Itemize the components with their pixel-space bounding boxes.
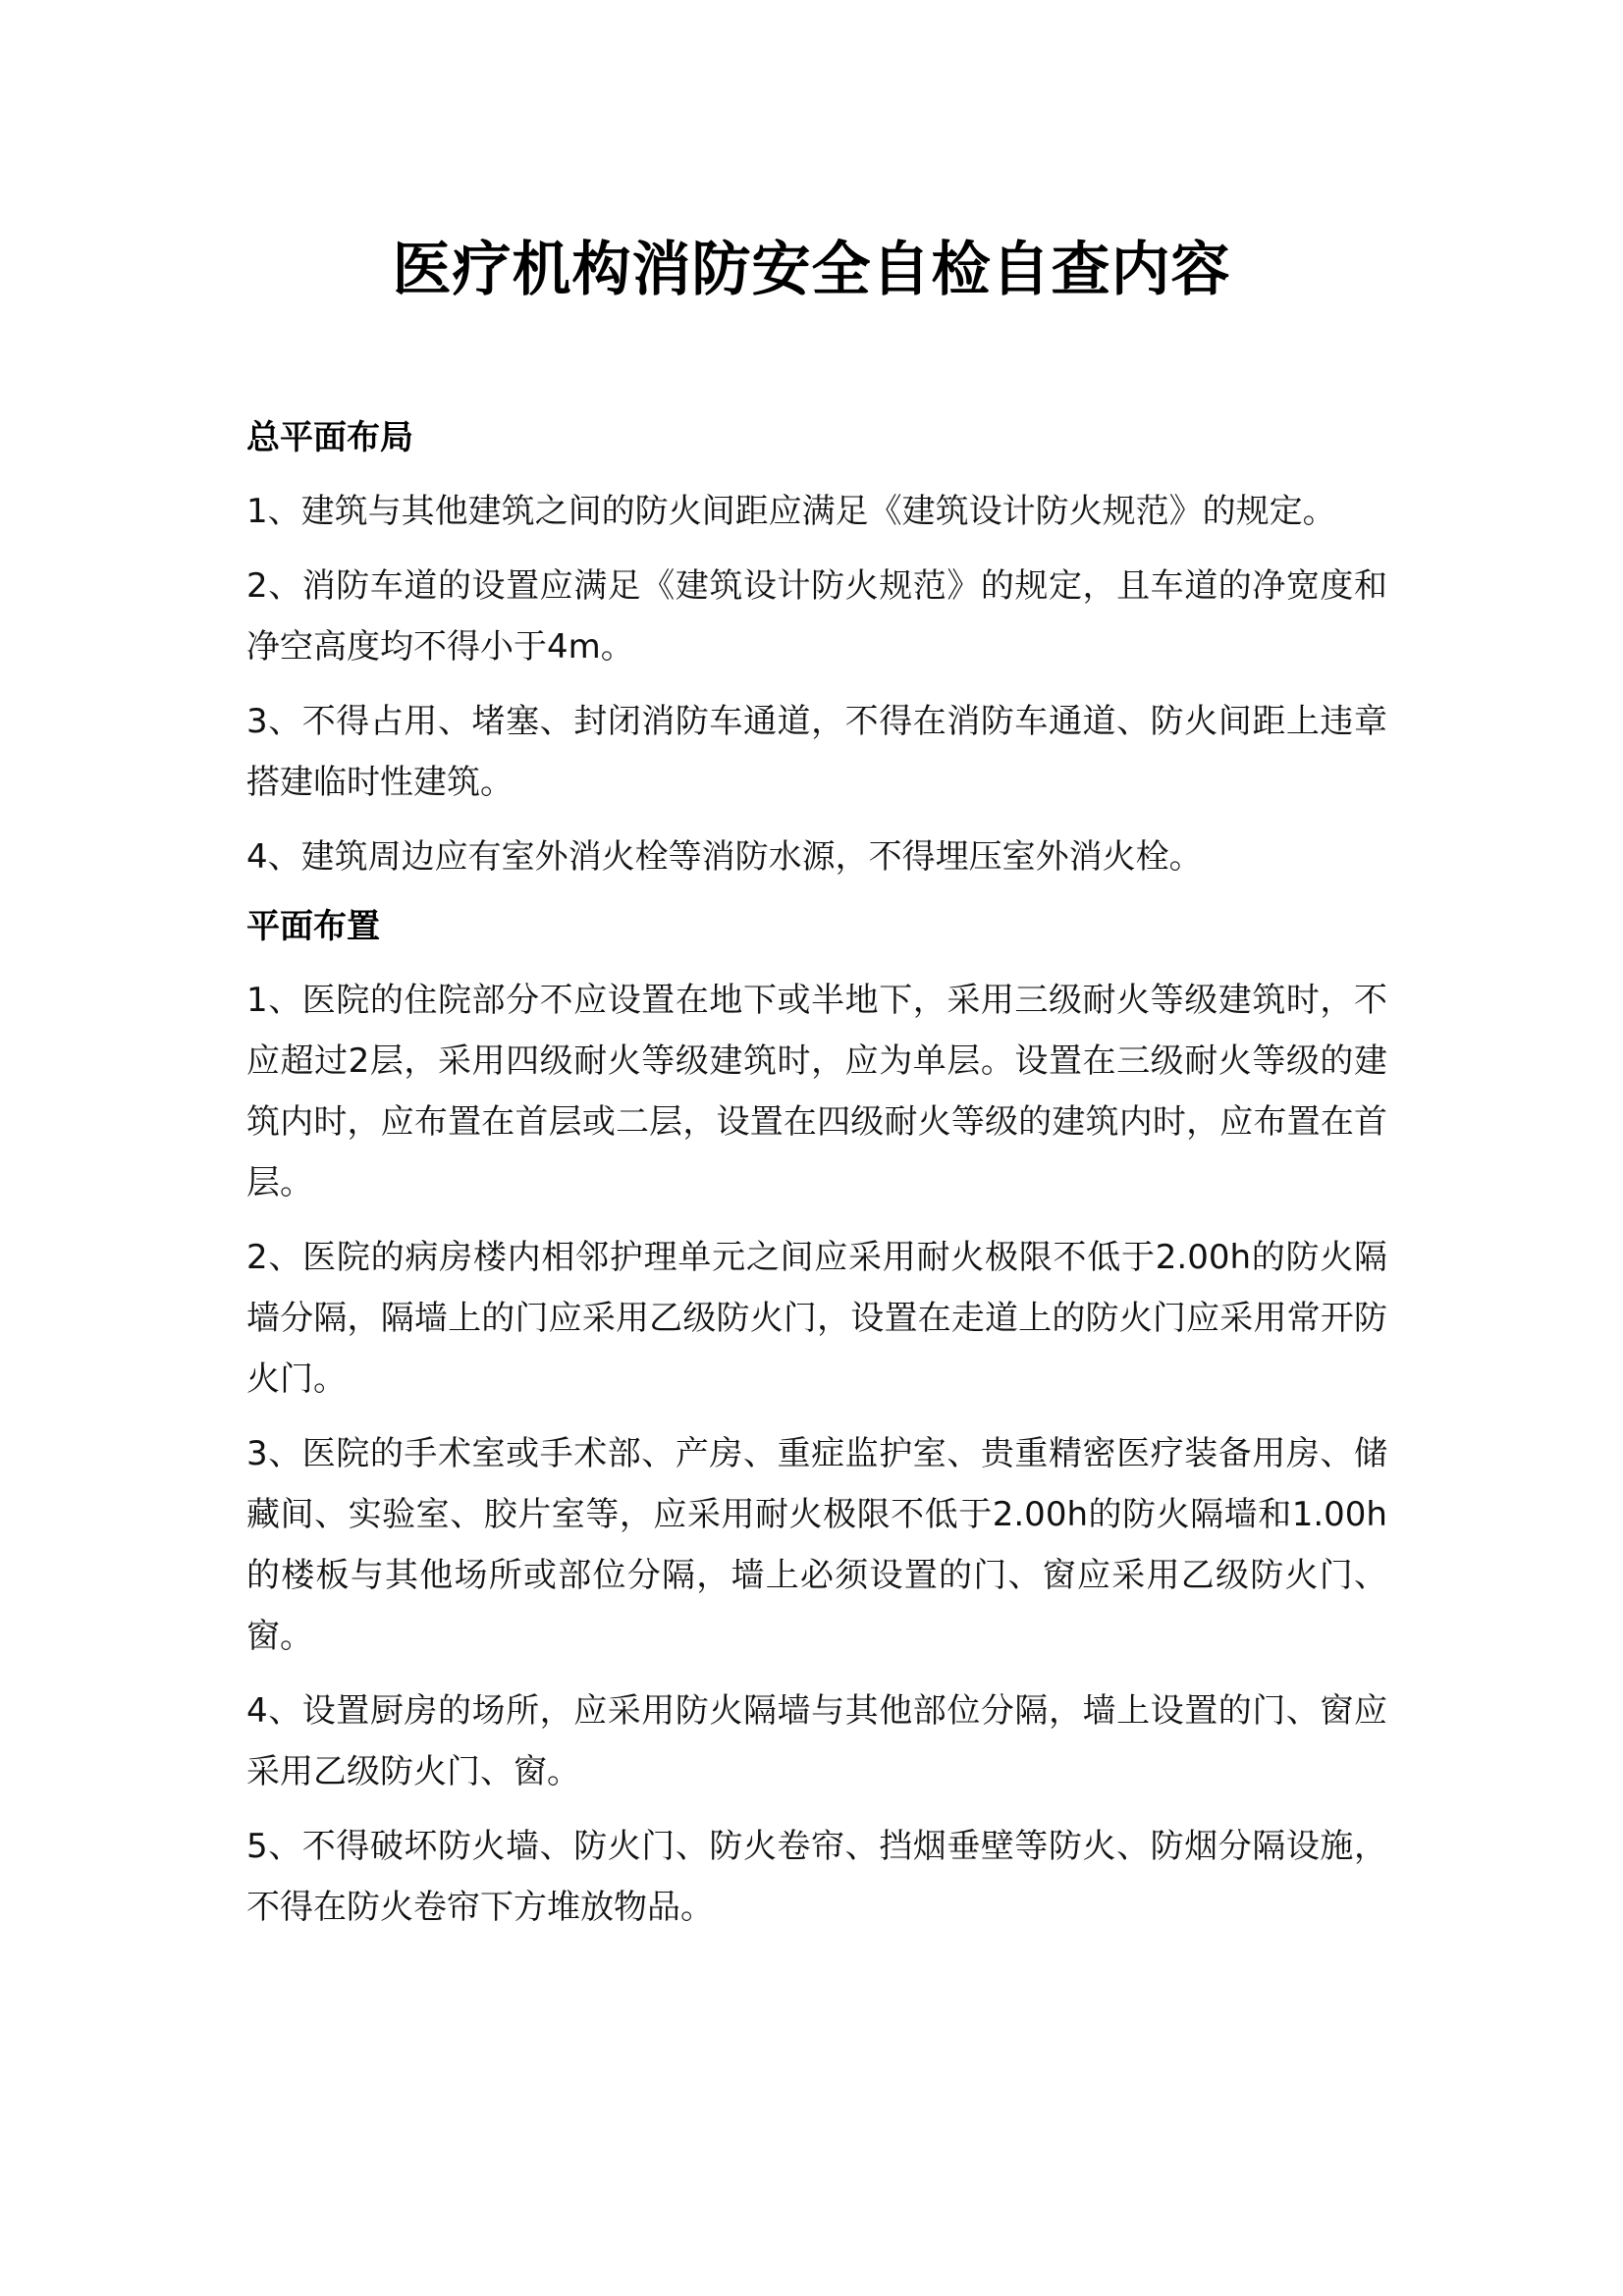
section-general-layout (246, 412, 1387, 887)
section-heading: 平面布置 (246, 907, 380, 946)
section-item: 3、不得占用、堵塞、封闭消防车通道，不得在消防车通道、防火间距上违章搭建临时性建筑。 (246, 702, 1387, 802)
section-item: 2、消防车道的设置应满足《建筑设计防火规范》的规定，且车道的净宽度和净空高度均不得小于4m。 (246, 566, 1387, 667)
section-item: 4、设置厨房的场所，应采用防火隔墙与其他部位分隔，墙上设置的门、窗应采用乙级防火门、窗。 (246, 1691, 1387, 1791)
section-item: 1、医院的住院部分不应设置在地下或半地下，采用三级耐火等级建筑时，不应超过2层，采用四级耐火等级建筑时，应为单层。设置在三级耐火等级的建筑内时，应布置在首层或二层，设置在四级耐火等级的建筑内时，应布置在首层。 (246, 981, 1387, 1202)
section-floor-arrangement (246, 901, 1387, 1938)
section-item: 2、医院的病房楼内相邻护理单元之间应采用耐火极限不低于2.00h的防火隔墙分隔，隔墙上的门应采用乙级防火门，设置在走道上的防火门应采用常开防火门。 (246, 1238, 1387, 1399)
document-title: 医疗机构消防安全自检自查内容 (392, 236, 1231, 304)
section-item: 5、不得破坏防火墙、防火门、防火卷帘、挡烟垂壁等防火、防烟分隔设施，不得在防火卷帘下方堆放物品。 (246, 1827, 1387, 1927)
section-item: 1、建筑与其他建筑之间的防火间距应满足《建筑设计防火规范》的规定。 (246, 492, 1336, 531)
section-item: 3、医院的手术室或手术部、产房、重症监护室、贵重精密医疗装备用房、储藏间、实验室、胶片室等，应采用耐火极限不低于2.00h的防火隔墙和1.00h的楼板与其他场所或部位分隔，墙上必须设置的门、窗应采用乙级防火门、窗。 (246, 1434, 1387, 1656)
section-heading: 总平面布局 (246, 418, 413, 457)
document-body (246, 412, 1387, 1951)
section-item: 4、建筑周边应有室外消火栓等消防水源，不得埋压室外消火栓。 (246, 837, 1203, 877)
